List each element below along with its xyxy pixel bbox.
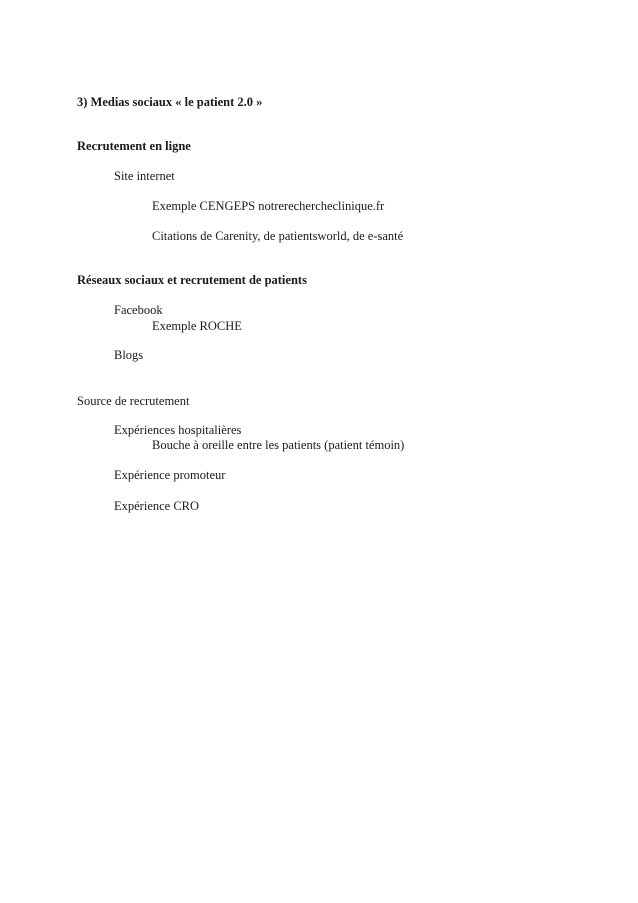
sub-item-exemple-cengeps: Exemple CENGEPS notrerechercheclinique.fr	[152, 199, 385, 213]
heading-source-de-recrutement: Source de recrutement	[77, 394, 190, 408]
item-facebook: Facebook	[114, 303, 163, 317]
item-experience-cro: Expérience CRO	[114, 499, 200, 513]
item-experiences-hospitalieres: Expériences hospitalières	[114, 423, 242, 437]
sub-item-exemple-roche: Exemple ROCHE	[152, 319, 242, 333]
heading-reseaux-sociaux: Réseaux sociaux et recrutement de patients	[77, 273, 307, 287]
item-site-internet: Site internet	[114, 169, 175, 183]
section-title: 3) Medias sociaux « le patient 2.0 »	[77, 95, 263, 109]
item-experience-promoteur: Expérience promoteur	[114, 468, 226, 482]
sub-item-bouche-a-oreille: Bouche à oreille entre les patients (patient témoin)	[152, 438, 405, 452]
sub-item-citations: Citations de Carenity, de patientsworld, de e-santé	[152, 229, 404, 243]
item-blogs: Blogs	[114, 348, 144, 362]
heading-recrutement-en-ligne: Recrutement en ligne	[77, 139, 191, 153]
